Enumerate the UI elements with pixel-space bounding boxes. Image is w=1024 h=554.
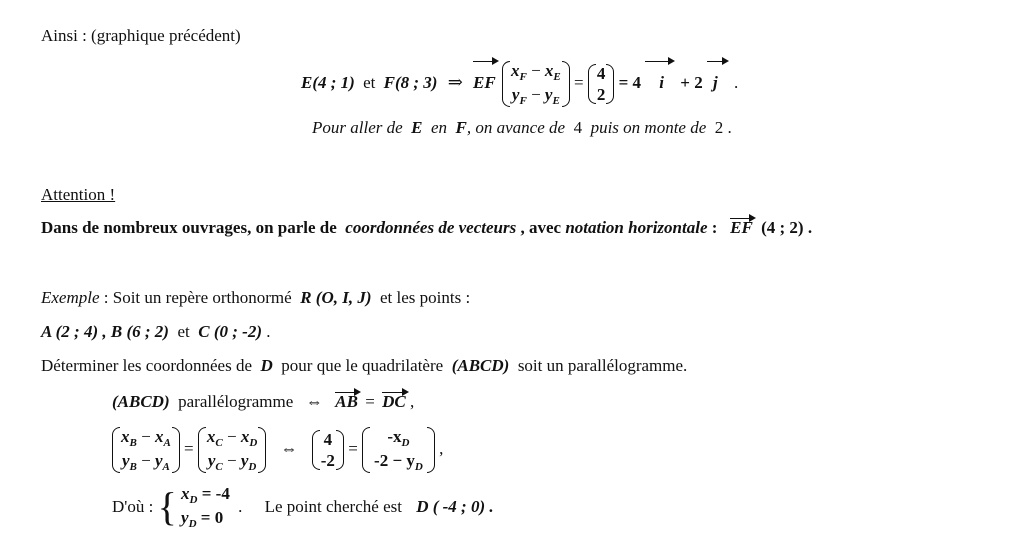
conclusion-line: D'où : { $x_D = -4$ $y_D = 0$ . Le point cherché est D ( -4 ; 0) .	[112, 484, 494, 531]
points-line: A (2 ; 4) , B (6 ; 2) et C (0 ; -2) .	[41, 322, 271, 341]
coef-4: = 4	[618, 73, 642, 92]
question-line: Déterminer les coordonnées de D pour que le quadrilatère (ABCD) soit un parallélogramme.	[41, 356, 688, 375]
equals-sign: =	[574, 73, 584, 92]
ef-formula	[301, 60, 738, 108]
intro-text: Ainsi : (graphique précédent)	[41, 26, 241, 45]
vector-ef-horizontal: EF	[730, 218, 753, 237]
vector-j: j	[707, 61, 726, 105]
implies-symbol: ⇒	[447, 72, 463, 92]
ef-sentence: Pour aller de E en F, on avance de 4 puis on monte de 2 .	[312, 118, 732, 137]
matrix-dc: $x_C - x_D$ $y_C - y_D$	[198, 426, 266, 474]
vector-dc: DC	[382, 392, 406, 411]
vector-ab: AB	[335, 392, 358, 411]
ef-value-matrix: 4 2	[588, 63, 615, 105]
coef-2: + 2	[680, 73, 703, 92]
point-e: E(4 ; 1)	[301, 73, 355, 92]
matrix-dc-values: $-x_D$ $-2 - y_D$	[362, 426, 435, 474]
exemple-label: Exemple	[41, 288, 100, 307]
point-f: F(8 ; 3)	[383, 73, 438, 92]
period: .	[733, 73, 739, 92]
vector-i: i	[645, 61, 672, 105]
system-equations: $x_D = -4$ $y_D = 0$	[181, 484, 230, 531]
point-d-result: D ( -4 ; 0) .	[416, 497, 494, 517]
ef-coord-matrix: $x_F - x_E$ $y_F - y_E$	[502, 60, 570, 108]
system-brace: {	[157, 484, 177, 530]
repere: R (O, I, J)	[300, 288, 372, 307]
solution-matrices: $x_B - x_A$ $y_B - y_A$ = $x_C - x_D$ $y_C - y_D$ ⇔ 4 -2 = $-x_D$ $-2 - y_D$ ,	[112, 424, 443, 474]
matrix-ab: $x_B - x_A$ $y_B - y_A$	[112, 426, 180, 474]
solution-line-1: (ABCD) parallélogramme ⇔ AB = DC ,	[112, 392, 415, 411]
attention-title: Attention !	[41, 185, 116, 204]
exemple-line: Exemple : Soit un repère orthonormé R (O, I, J) et les points :	[41, 288, 471, 307]
matrix-ab-values: 4 -2	[312, 429, 344, 471]
attention-text: Dans de nombreux ouvrages, on parle de coordonnées de vecteurs , avec notation horizontale : EF (4 ; 2) .	[41, 218, 813, 237]
vector-ef: EF	[473, 61, 496, 105]
et-word: et	[363, 73, 376, 92]
